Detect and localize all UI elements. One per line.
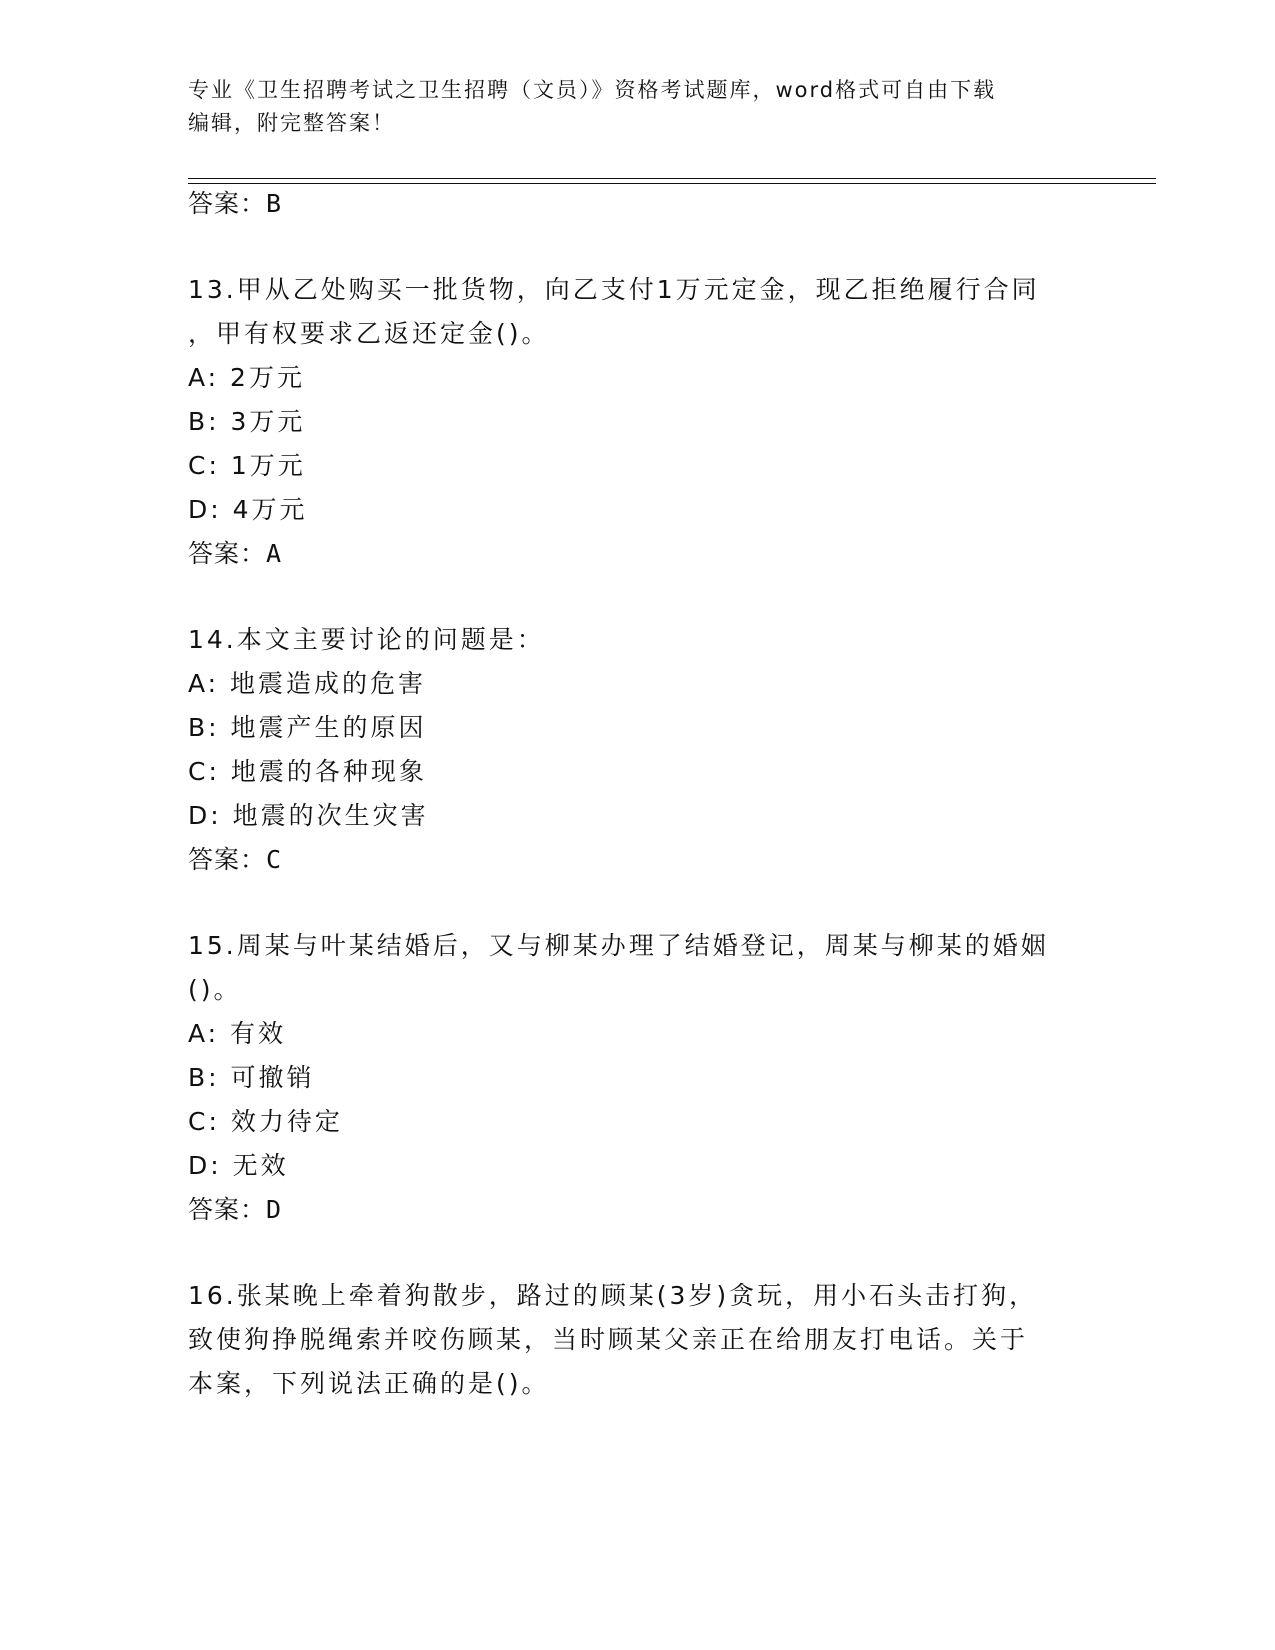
question-13-line-2: ，甲有权要求乙返还定金()。 <box>188 319 550 348</box>
question-15-answer <box>188 1194 281 1226</box>
answer-value: C <box>266 845 282 874</box>
answer-label: 答案： <box>188 845 267 874</box>
answer-label: 答案： <box>188 1195 267 1224</box>
previous-answer <box>188 188 281 220</box>
question-15-option-c: C: 效力待定 <box>188 1107 343 1136</box>
question-13-option-d: D: 4万元 <box>188 495 308 524</box>
question-14-answer <box>188 844 281 876</box>
question-13-option-c: C: 1万元 <box>188 451 306 480</box>
question-15-option-d: D: 无效 <box>188 1151 289 1180</box>
answer-value: A <box>266 539 282 568</box>
question-13-option-b: B: 3万元 <box>188 407 306 436</box>
question-16-line-1: 16.张某晚上牵着狗散步，路过的顾某(3岁)贪玩，用小石头击打狗， <box>188 1281 1038 1310</box>
question-14-option-c: C: 地震的各种现象 <box>188 757 427 786</box>
answer-value: B <box>266 189 282 218</box>
header-line-1: 专业《卫生招聘考试之卫生招聘（文员）》资格考试题库，word格式可自由下载 <box>188 78 997 102</box>
question-15-line-2: ()。 <box>188 975 242 1004</box>
question-13-line-1: 13.甲从乙处购买一批货物，向乙支付1万元定金，现乙拒绝履行合同 <box>188 275 1040 304</box>
question-14-option-b: B: 地震产生的原因 <box>188 713 427 742</box>
header-line-2: 编辑，附完整答案！ <box>188 111 395 135</box>
header-divider-top <box>188 178 1156 179</box>
question-14-option-a: A: 地震造成的危害 <box>188 669 427 698</box>
document-header <box>188 74 1068 140</box>
question-13-option-a: A: 2万元 <box>188 363 305 392</box>
header-divider-bottom <box>188 183 1156 184</box>
question-16-line-3: 本案，下列说法正确的是()。 <box>188 1369 550 1398</box>
answer-label: 答案： <box>188 539 267 568</box>
question-15-line-1: 15.周某与叶某结婚后，又与柳某办理了结婚登记，周某与柳某的婚姻 <box>188 931 1049 960</box>
question-13-answer <box>188 538 281 570</box>
answer-label: 答案： <box>188 189 267 218</box>
answer-value: D <box>266 1195 282 1224</box>
question-14-option-d: D: 地震的次生灾害 <box>188 801 429 830</box>
question-14-line-1: 14.本文主要讨论的问题是： <box>188 625 545 654</box>
question-15-option-a: A: 有效 <box>188 1019 287 1048</box>
question-15-option-b: B: 可撤销 <box>188 1063 315 1092</box>
question-16-line-2: 致使狗挣脱绳索并咬伤顾某，当时顾某父亲正在给朋友打电话。关于 <box>188 1325 1029 1354</box>
